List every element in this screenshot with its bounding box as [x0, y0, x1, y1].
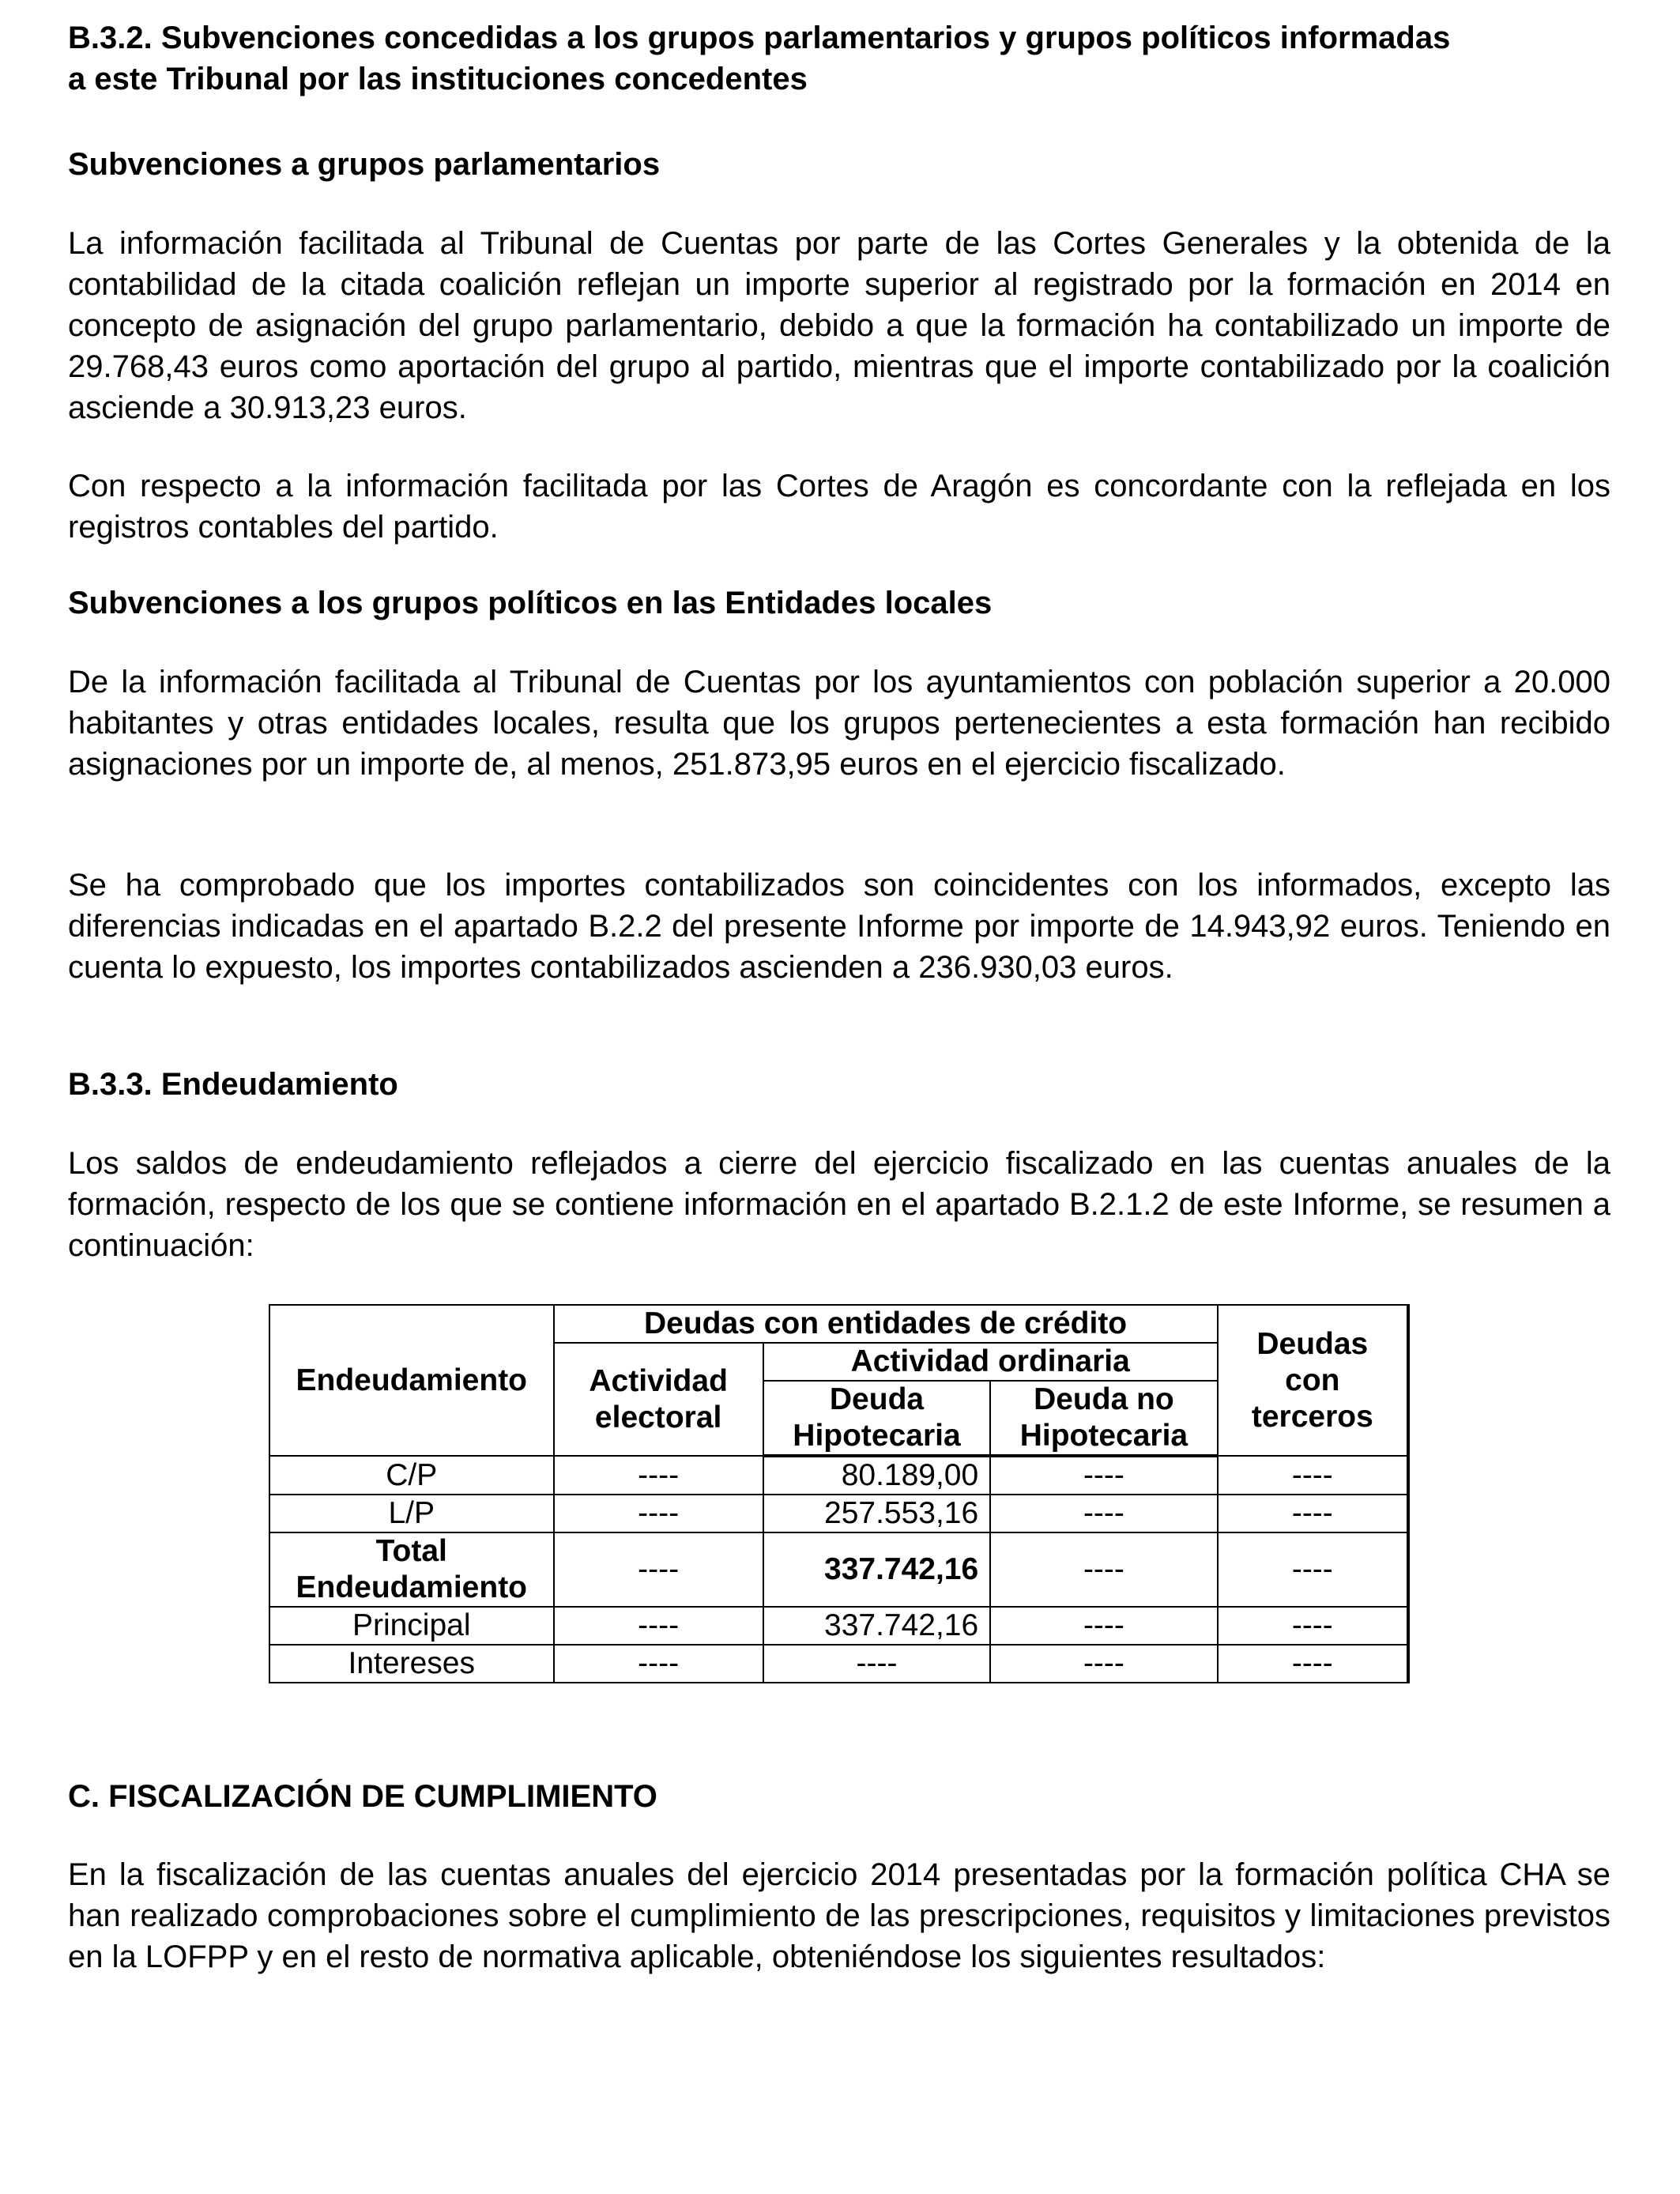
endeudamiento-table [269, 1304, 1410, 1683]
section-b32-heading-line2: a este Tribunal por las instituciones concedentes [68, 62, 808, 96]
header-hipotecaria-line2: Hipotecaria [793, 1419, 961, 1453]
cell-no-hipotecaria: ---- [990, 1456, 1217, 1495]
grupos-parlamentarios-heading: Subvenciones a grupos parlamentarios [68, 147, 661, 182]
entidades-locales-paragraph-1: De la información facilitada al Tribunal de Cuentas por los ayuntamientos con población superior a 20.000 habitantes y otras entidades locales, resulta que los grupos pertenecientes a esta formación han recibido asignaciones por un importe de, al menos, 251.873,95 euros en el ejercicio fiscalizado. [68, 665, 1610, 782]
endeudamiento-table-container [269, 1304, 1410, 1683]
grupos-parlamentarios-paragraph-1: La información facilitada al Tribunal de Cuentas por parte de las Cortes Generales y la obtenida de la contabilidad de la citada coalición reflejan un importe superior al registrado por la formación en 2014 en concepto de asignación del grupo parlamentario, debido a que la formación ha contabilizado un importe de 29.768,43 euros como aportación del grupo al partido, mientras que el importe contabilizado por la coalición asciende a 30.913,23 euros. [68, 226, 1610, 425]
header-electoral-line2: electoral [594, 1400, 722, 1434]
cell-terceros: ---- [1218, 1495, 1408, 1532]
header-no-hipotecaria-line1: Deuda no [1034, 1382, 1174, 1416]
row-label-total-line1: Total [375, 1534, 447, 1568]
cell-hipotecaria: 80.189,00 [763, 1456, 990, 1495]
header-deuda-hipotecaria [763, 1381, 990, 1456]
cell-no-hipotecaria: ---- [990, 1532, 1217, 1607]
header-endeudamiento: Endeudamiento [269, 1305, 554, 1456]
table-row-total [269, 1532, 1408, 1607]
header-terceros-line1: Deudas [1256, 1326, 1369, 1361]
row-label: C/P [269, 1456, 554, 1495]
header-hipotecaria-line1: Deuda [829, 1382, 925, 1416]
section-b33-paragraph: Los saldos de endeudamiento reflejados a cierre del ejercicio fiscalizado en las cuentas anuales de la formación, respecto de los que se contiene información en el apartado B.2.1.2 de este Informe, se resumen a continuación: [68, 1146, 1610, 1263]
header-deudas-credito: Deudas con entidades de crédito [554, 1305, 1218, 1343]
row-label-total [269, 1532, 554, 1607]
cell-electoral: ---- [554, 1495, 763, 1532]
cell-hipotecaria: ---- [763, 1645, 990, 1683]
cell-no-hipotecaria: ---- [990, 1607, 1217, 1645]
table-row [269, 1456, 1408, 1495]
section-c-heading: C. FISCALIZACIÓN DE CUMPLIMIENTO [68, 1779, 657, 1814]
row-label: Principal [269, 1607, 554, 1645]
section-c-paragraph: En la fiscalización de las cuentas anuales del ejercicio 2014 presentadas por la formación política CHA se han realizado comprobaciones sobre el cumplimiento de las prescripciones, requisitos y limitaciones previstos en la LOFPP y en el resto de normativa aplicable, obteniéndose los siguientes resultados: [68, 1857, 1610, 1974]
grupos-parlamentarios-paragraph-2: Con respecto a la información facilitada por las Cortes de Aragón es concordante con la reflejada en los registros contables del partido. [68, 469, 1610, 545]
cell-electoral: ---- [554, 1607, 763, 1645]
header-electoral-line1: Actividad [589, 1363, 728, 1398]
table-row [269, 1607, 1408, 1645]
cell-terceros: ---- [1218, 1456, 1408, 1495]
header-terceros-line2: con [1285, 1363, 1340, 1397]
cell-no-hipotecaria: ---- [990, 1495, 1217, 1532]
header-actividad-electoral [554, 1343, 763, 1456]
cell-no-hipotecaria: ---- [990, 1645, 1217, 1683]
cell-terceros: ---- [1218, 1532, 1408, 1607]
header-actividad-ordinaria: Actividad ordinaria [763, 1343, 1218, 1381]
cell-electoral: ---- [554, 1456, 763, 1495]
cell-terceros: ---- [1218, 1645, 1408, 1683]
cell-hipotecaria-total: 337.742,16 [763, 1532, 990, 1607]
header-deudas-terceros [1218, 1305, 1408, 1456]
header-terceros-line3: terceros [1251, 1399, 1373, 1434]
section-b32-heading [68, 17, 1610, 100]
section-b32-heading-line1: B.3.2. Subvenciones concedidas a los grupos parlamentarios y grupos políticos informadas [68, 21, 1451, 55]
row-label: Intereses [269, 1645, 554, 1683]
cell-terceros: ---- [1218, 1607, 1408, 1645]
cell-hipotecaria: 257.553,16 [763, 1495, 990, 1532]
cell-hipotecaria: 337.742,16 [763, 1607, 990, 1645]
table-row [269, 1495, 1408, 1532]
table-row [269, 1645, 1408, 1683]
header-no-hipotecaria-line2: Hipotecaria [1019, 1419, 1188, 1453]
row-label-total-line2: Endeudamiento [296, 1570, 528, 1604]
entidades-locales-heading: Subvenciones a los grupos políticos en las Entidades locales [68, 586, 993, 620]
cell-electoral: ---- [554, 1532, 763, 1607]
header-deuda-no-hipotecaria [990, 1381, 1217, 1456]
entidades-locales-paragraph-2: Se ha comprobado que los importes contabilizados son coincidentes con los informados, excepto las diferencias indicadas en el apartado B.2.2 del presente Informe por importe de 14.943,92 euros. Teniendo en cuenta lo expuesto, los importes contabilizados ascienden a 236.930,03 euros. [68, 868, 1610, 985]
row-label: L/P [269, 1495, 554, 1532]
cell-electoral: ---- [554, 1645, 763, 1683]
section-b33-heading: B.3.3. Endeudamiento [68, 1067, 398, 1102]
